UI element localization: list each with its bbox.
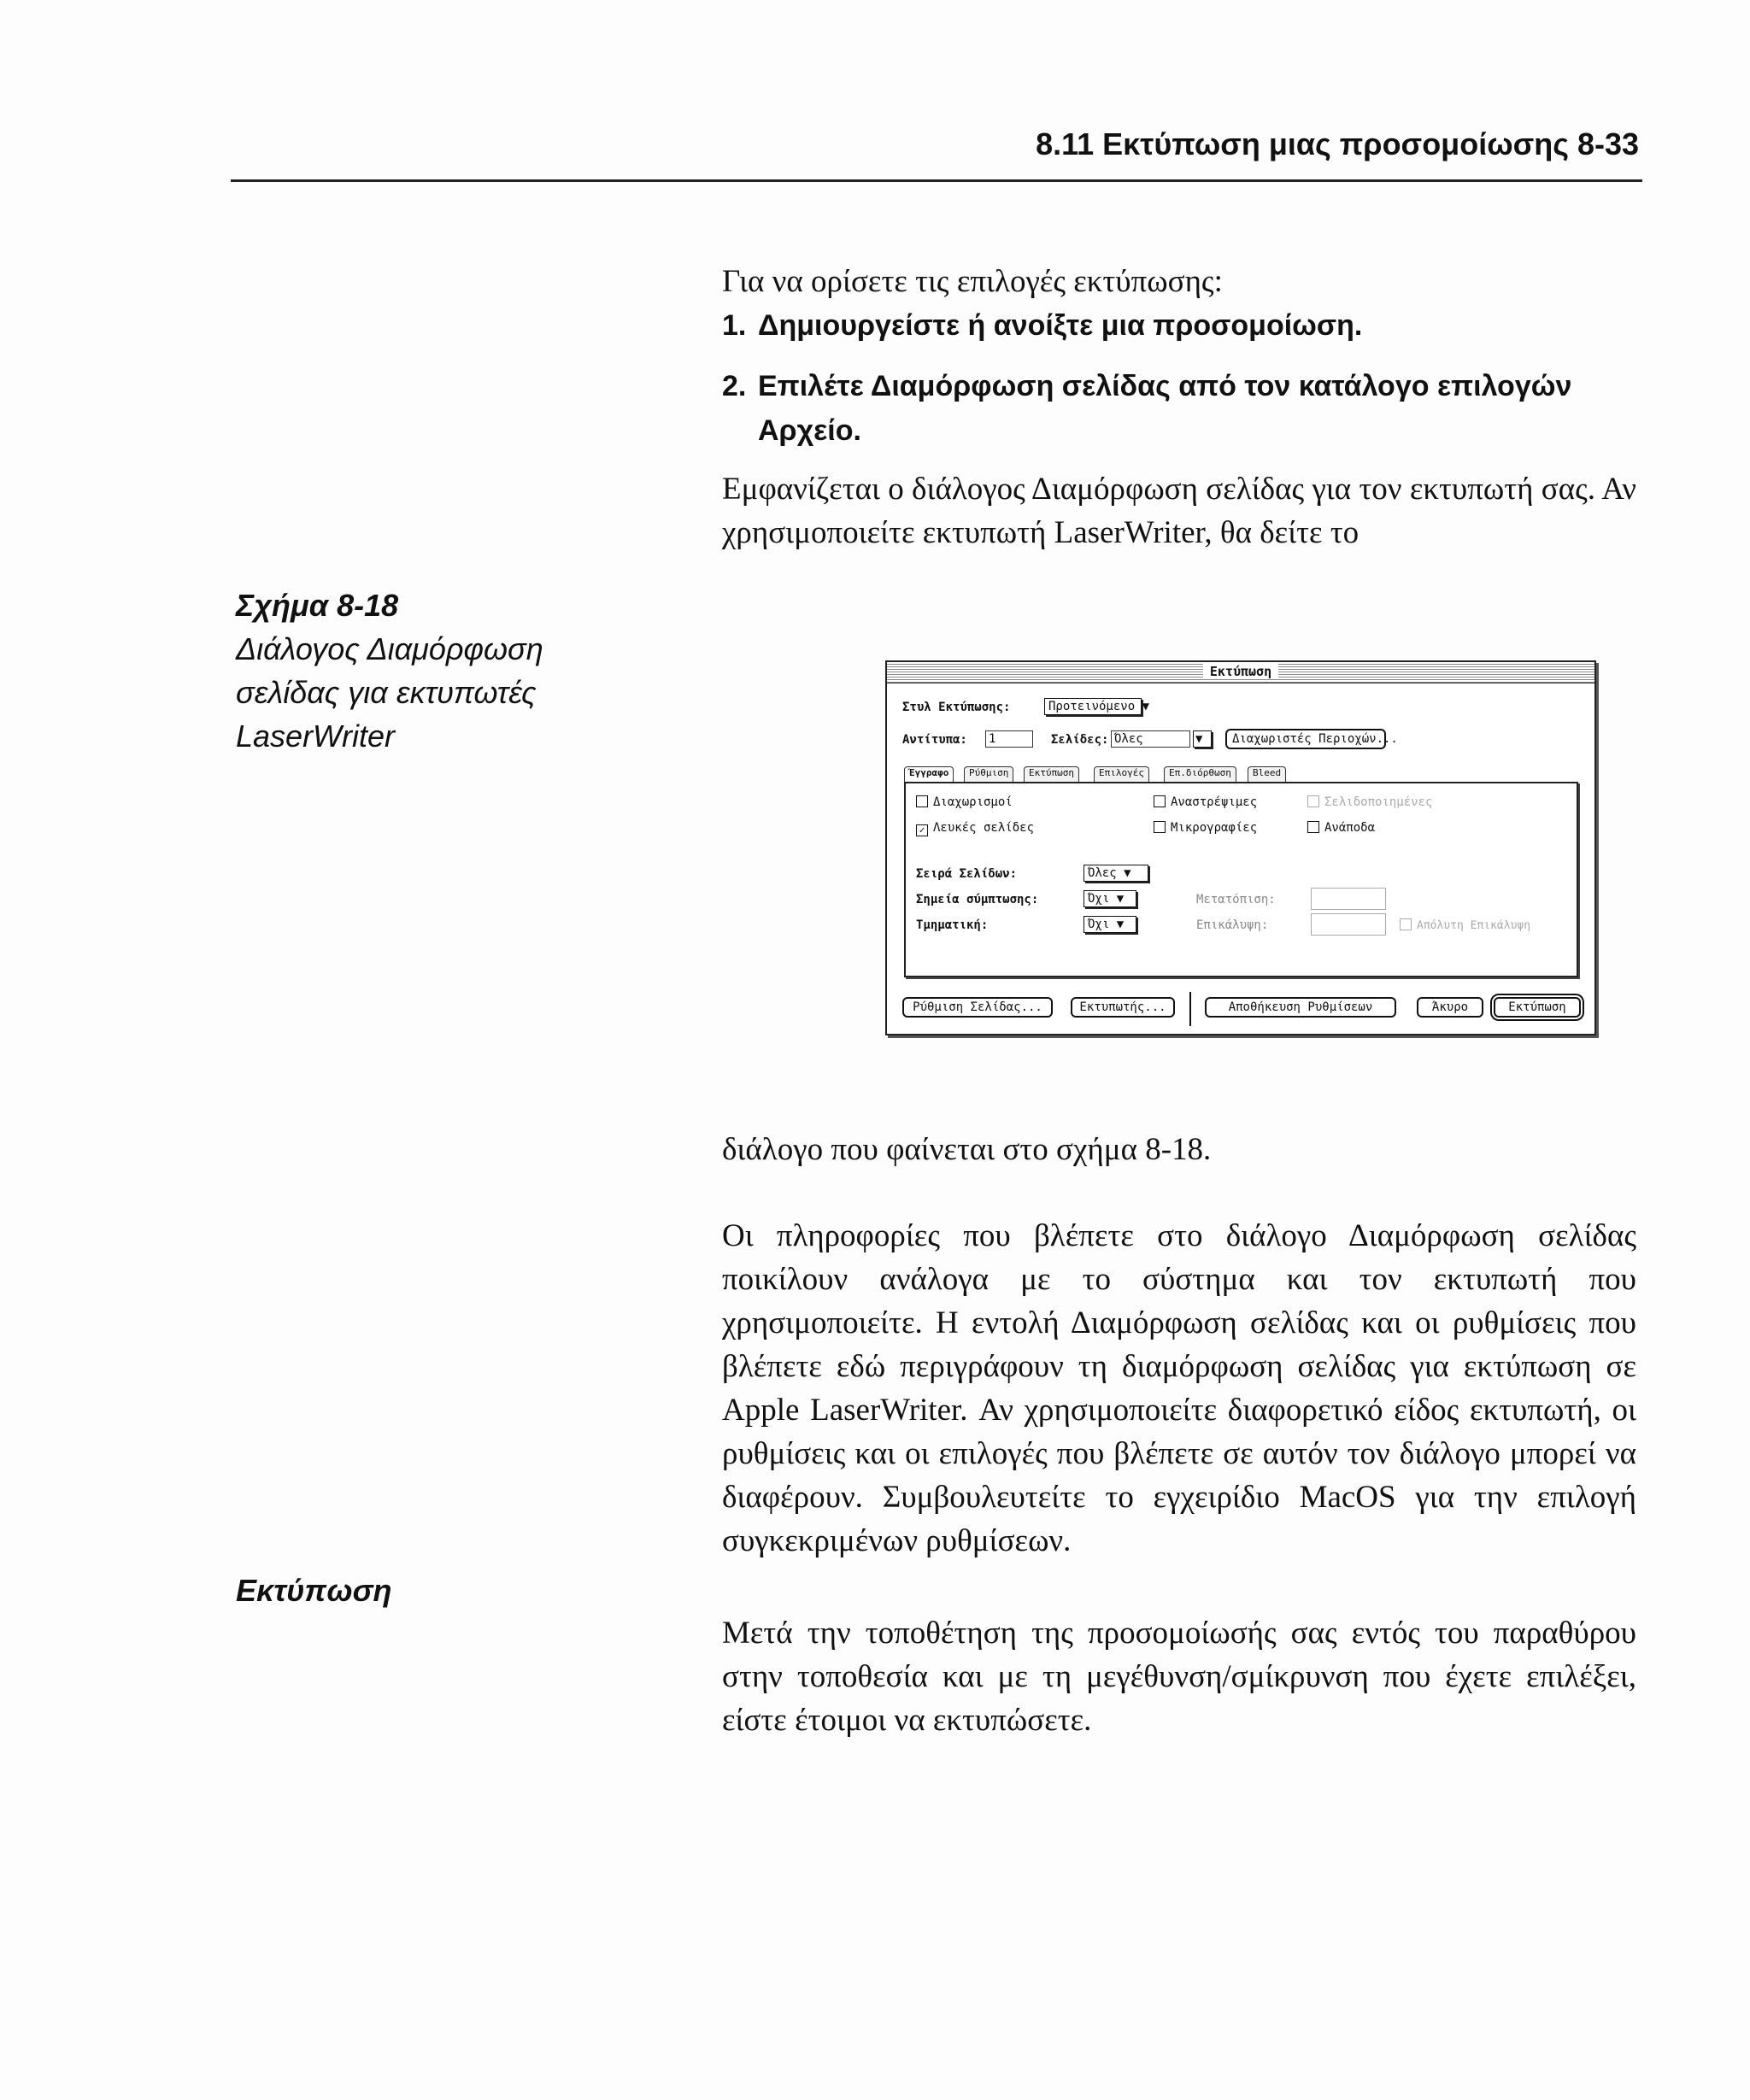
pages-popup[interactable] bbox=[1193, 730, 1212, 748]
step-number: 1. bbox=[722, 309, 747, 342]
tab-setup[interactable]: Ρύθμιση bbox=[964, 766, 1013, 783]
print-dialog bbox=[885, 660, 1596, 1035]
checkbox-spreads[interactable] bbox=[1154, 795, 1257, 809]
popup-value: Όχι bbox=[1088, 918, 1110, 931]
overlap-field[interactable] bbox=[1311, 913, 1386, 936]
checkbox-box bbox=[1307, 821, 1319, 833]
checkbox-box bbox=[916, 795, 928, 807]
checkbox-label: Αναστρέψιμες bbox=[1171, 795, 1258, 809]
page-order-popup[interactable] bbox=[1083, 865, 1148, 882]
checkbox-absolute-overlap[interactable] bbox=[1400, 918, 1530, 932]
copies-label: Αντίτυπα: bbox=[902, 733, 967, 747]
figure-caption: Διάλογος Διαμόρφωση σελίδας για εκτυπωτές LaserWriter bbox=[236, 631, 543, 754]
chevron-down-icon: ▼ bbox=[1124, 866, 1131, 880]
checkbox-label: Λευκές σελίδες bbox=[933, 821, 1035, 835]
pages-label: Σελίδες: bbox=[1051, 733, 1109, 747]
popup-value: Προτεινόμενο bbox=[1048, 700, 1136, 713]
printer-button[interactable]: Εκτυπωτής... bbox=[1071, 997, 1175, 1018]
checkbox-box bbox=[1154, 795, 1166, 807]
step-number: 2. bbox=[722, 370, 747, 402]
tiling-popup[interactable] bbox=[1083, 916, 1136, 933]
cancel-button[interactable]: Άκυρο bbox=[1417, 997, 1483, 1018]
popup-value: Όχι bbox=[1088, 892, 1110, 906]
tiling-label: Τμηματική: bbox=[916, 918, 989, 932]
ranges-button[interactable]: Διαχωριστές Περιοχών... bbox=[1225, 729, 1386, 749]
paragraph: Εμφανίζεται ο διάλογος Διαμόρφωση σελίδας για τον εκτυπωτή σας. Αν χρησιμοποιείτε εκτυπωτή LaserWriter, θα δείτε το bbox=[722, 472, 1636, 550]
tab-output[interactable]: Εκτύπωση bbox=[1024, 766, 1079, 783]
page-order-label: Σειρά Σελίδων: bbox=[916, 867, 1018, 881]
registration-marks-label: Σημεία σύμπτωσης: bbox=[916, 893, 1039, 906]
checkbox-box bbox=[1307, 795, 1319, 807]
checkbox-label: Σελιδοποιημένες bbox=[1324, 795, 1433, 809]
step-text: Δημιουργείστε ή ανοίξτε μια προσομοίωση. bbox=[758, 309, 1363, 342]
tab-preview[interactable]: Επ.διόρθωση bbox=[1164, 766, 1236, 783]
intro-text: Για να ορίσετε τις επιλογές εκτύπωσης: bbox=[722, 264, 1223, 299]
checkbox-box bbox=[1400, 918, 1412, 930]
checkbox-separations[interactable] bbox=[916, 795, 1013, 809]
tab-options[interactable]: Επιλογές bbox=[1094, 766, 1149, 783]
checkbox-label: Διαχωρισμοί bbox=[933, 795, 1013, 809]
offset-field[interactable] bbox=[1311, 888, 1386, 910]
paragraph: Οι πληροφορίες που βλέπετε στο διάλογο Διαμόρφωση σελίδας ποικίλουν ανάλογα με το σύστημα και τον εκτυπωτή που χρησιμοποιείτε. Η εντολή Διαμόρφωση σελίδας και οι ρυθμίσεις που βλέπετε εδώ περιγράφουν τη διαμόρφωση σελίδας για εκτύπωση σε Apple LaserWriter. Αν χρησιμοποιείτε διαφορετικό είδος εκτυπωτή, οι ρυθμίσεις και οι επιλογές που βλέπετε σε αυτόν τον διάλογο μπορεί να διαφέρουν. Συμβουλευτείτε το εγχειρίδιο MacOS για την επιλογή συγκεκριμένων ρυθμίσεων. bbox=[722, 1218, 1636, 1558]
step-text-cont: Αρχείο. bbox=[758, 414, 861, 447]
dialog-title: Εκτύπωση bbox=[1203, 664, 1278, 679]
running-header: 8.11 Εκτύπωση μιας προσομοίωσης 8-33 bbox=[1036, 126, 1639, 161]
check-icon: ✓ bbox=[916, 824, 928, 836]
pages-field[interactable]: Όλες bbox=[1111, 730, 1190, 748]
print-style-popup[interactable] bbox=[1044, 698, 1150, 715]
chevron-down-icon: ▼ bbox=[1142, 700, 1150, 713]
checkbox-label: Ανάποδα bbox=[1324, 821, 1376, 835]
checkbox-collate[interactable] bbox=[1307, 795, 1432, 809]
chevron-down-icon: ▼ bbox=[1116, 918, 1125, 931]
paragraph: Μετά την τοποθέτηση της προσομοίωσής σας εντός του παραθύρου στην τοποθεσία και με τη μεγέθυνση/σμίκρυνση που έχετε επιλέξει, είστε έτοιμοι να εκτυπώσετε. bbox=[722, 1616, 1636, 1738]
paragraph: διάλογο που φαίνεται στο σχήμα 8-18. bbox=[722, 1132, 1212, 1167]
checkbox-blank-pages[interactable] bbox=[916, 821, 1034, 836]
dialog-titlebar bbox=[887, 662, 1594, 683]
step-1 bbox=[722, 303, 1641, 348]
tab-document[interactable]: Έγγραφο bbox=[904, 766, 954, 783]
figure-label: Σχήμα 8-18 bbox=[236, 588, 399, 623]
offset-label: Μετατόπιση: bbox=[1196, 893, 1276, 906]
button-divider bbox=[1189, 992, 1191, 1026]
header-rule bbox=[231, 179, 1642, 182]
checkbox-box bbox=[1154, 821, 1166, 833]
checkbox-label: Απόλυτη Επικάλυψη bbox=[1417, 919, 1531, 932]
save-settings-button[interactable]: Αποθήκευση Ρυθμίσεων bbox=[1205, 997, 1396, 1018]
page-setup-button[interactable]: Ρύθμιση Σελίδας... bbox=[902, 997, 1053, 1018]
overlap-label: Επικάλυψη: bbox=[1196, 918, 1269, 932]
copies-field[interactable]: 1 bbox=[985, 730, 1033, 748]
chevron-down-icon: ▼ bbox=[1116, 892, 1125, 906]
checkbox-back-to-front[interactable] bbox=[1307, 821, 1375, 835]
popup-value: Όλες bbox=[1088, 866, 1117, 880]
side-heading: Εκτύπωση bbox=[236, 1573, 392, 1608]
checkbox-thumbnails[interactable] bbox=[1154, 821, 1257, 835]
registration-marks-popup[interactable] bbox=[1083, 890, 1136, 907]
chevron-down-icon: ▼ bbox=[1195, 732, 1203, 746]
tab-panel bbox=[904, 782, 1578, 977]
print-style-label: Στυλ Εκτύπωσης: bbox=[902, 701, 1011, 714]
step-2 bbox=[722, 364, 1641, 453]
step-text: Επιλέτε Διαμόρφωση σελίδας από τον κατάλογο επιλογών bbox=[758, 370, 1572, 402]
print-button[interactable]: Εκτύπωση bbox=[1494, 997, 1581, 1018]
checkbox-label: Μικρογραφίες bbox=[1171, 821, 1258, 835]
tab-bleed[interactable]: Bleed bbox=[1248, 766, 1286, 783]
